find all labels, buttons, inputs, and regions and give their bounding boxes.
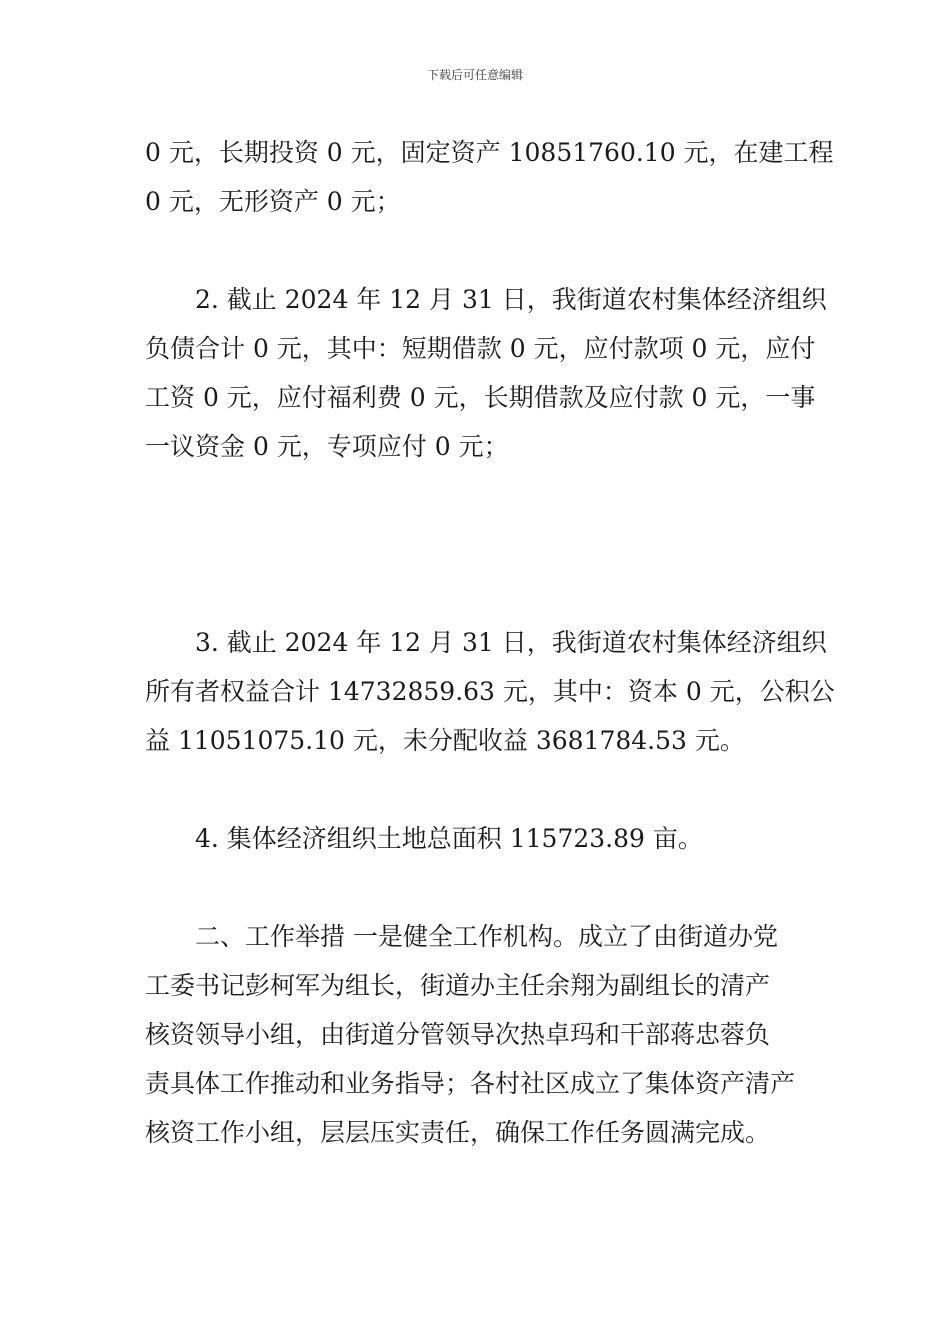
text-line: 一议资金 0 元，专项应付 0 元； xyxy=(145,432,509,461)
text-line: 二、工作举措 一是健全工作机构。成立了由街道办党 xyxy=(195,922,778,951)
paragraph-liabilities xyxy=(145,275,827,471)
text-line: 3. 截止 2024 年 12 月 31 日，我街道农村集体经济组织 xyxy=(195,628,827,657)
text-line: 2. 截止 2024 年 12 月 31 日，我街道农村集体经济组织 xyxy=(195,285,827,314)
text-line: 4. 集体经济组织土地总面积 115723.89 亩。 xyxy=(195,824,703,853)
text-line: 工委书记彭柯军为组长，街道办主任余翔为副组长的清产 xyxy=(145,971,771,1000)
text-line: 核资领导小组，由街道分管领导次热卓玛和干部蒋忠蓉负 xyxy=(145,1020,771,1049)
text-line: 0 元，长期投资 0 元，固定资产 10851760.10 元，在建工程 xyxy=(145,138,834,167)
paragraph-land-area xyxy=(145,814,810,863)
text-line: 工资 0 元，应付福利费 0 元，长期借款及应付款 0 元，一事 xyxy=(145,383,816,412)
paragraph-owner-equity xyxy=(145,618,835,765)
paragraph-assets-continued xyxy=(145,128,834,226)
text-line: 0 元，无形资产 0 元； xyxy=(145,187,401,216)
text-line: 益 11051075.10 元，未分配收益 3681784.53 元。 xyxy=(145,726,745,755)
text-line: 负债合计 0 元，其中：短期借款 0 元，应付款项 0 元，应付 xyxy=(145,334,816,363)
page-header: 下载后可任意编辑 xyxy=(426,68,523,82)
text-line: 所有者权益合计 14732859.63 元，其中：资本 0 元，公积公 xyxy=(145,677,835,706)
text-line: 核资工作小组，层层压实责任，确保工作任务圆满完成。 xyxy=(145,1118,771,1147)
paragraph-work-measures xyxy=(145,912,810,1157)
document-body xyxy=(145,128,835,1157)
text-line: 责具体工作推动和业务指导；各村社区成立了集体资产清产 xyxy=(145,1069,796,1098)
